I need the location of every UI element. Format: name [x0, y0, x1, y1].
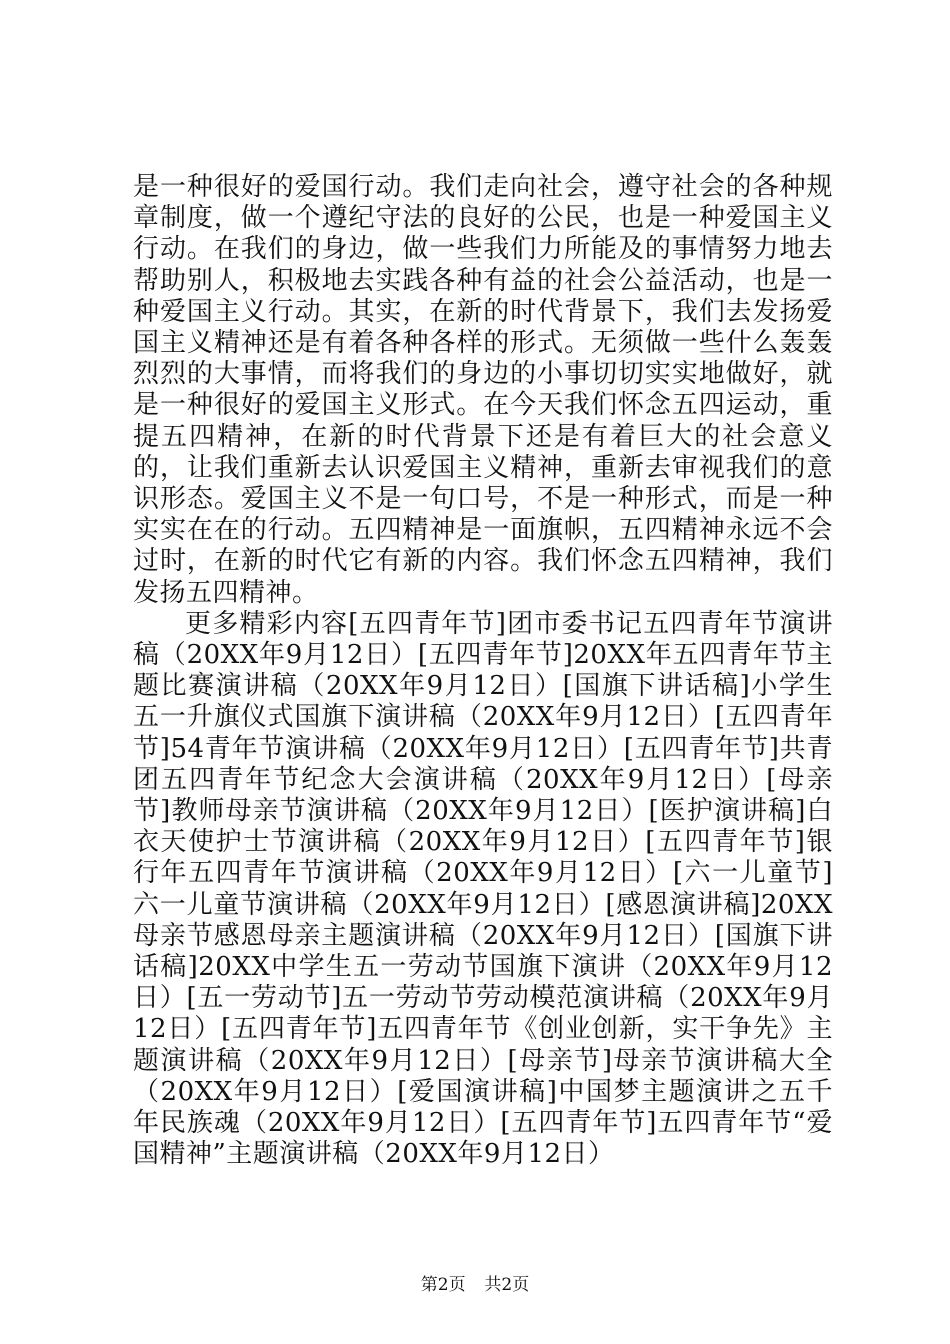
page-number-current: 第2页 — [420, 1275, 466, 1295]
paragraph-more-content-links: 更多精彩内容[五四青年节]团市委书记五四青年节演讲稿（20XX年9月12日）[五四青年节]20XX年五四青年节主题比赛演讲稿（20XX年9月12日）[国旗下讲话稿]小学生五一升旗仪式国旗下演讲稿（20XX年9月12日）[五四青年节]54青年节演讲稿（20XX年9月12日）[五四青年节]共青团五四青年节纪念大会演讲稿（20XX年9月12日）[母亲节]教师母亲节演讲稿（20XX年9月12日）[医护演讲稿]白衣天使护士节演讲稿（20XX年9月12日）[五四青年节]银行年五四青年节演讲稿（20XX年9月12日）[六一儿童节]六一儿童节演讲稿（20XX年9月12日）[感恩演讲稿]20XX母亲节感恩母亲主题演讲稿（20XX年9月12日）[国旗下讲话稿]20XX中学生五一劳动节国旗下演讲（20XX年9月12日）[五一劳动节]五一劳动节劳动模范演讲稿（20XX年9月12日）[五四青年节]五四青年节《创业创新，实干争先》主题演讲稿（20XX年9月12日）[母亲节]母亲节演讲稿大全（20XX年9月12日）[爱国演讲稿]中国梦主题演讲之五千年民族魂（20XX年9月12日）[五四青年节]五四青年节“爱国精神”主题演讲稿（20XX年9月12日） — [133, 608, 833, 1170]
document-body — [133, 172, 833, 1171]
paragraph-patriotism-conclusion: 是一种很好的爱国行动。我们走向社会，遵守社会的各种规章制度，做一个遵纪守法的良好的公民，也是一种爱国主义行动。在我们的身边，做一些我们力所能及的事情努力地去帮助别人，积极地去实践各种有益的社会公益活动，也是一种爱国主义行动。其实，在新的时代背景下，我们去发扬爱国主义精神还是有着各种各样的形式。无须做一些什么轰轰烈烈的大事情，而将我们的身边的小事切切实实地做好，就是一种很好的爱国主义形式。在今天我们怀念五四运动，重提五四精神，在新的时代背景下还是有着巨大的社会意义的，让我们重新去认识爱国主义精神，重新去审视我们的意识形态。爱国主义不是一句口号，不是一种形式，而是一种实实在在的行动。五四精神是一面旗帜，五四精神永远不会过时，在新的时代它有新的内容。我们怀念五四精神，我们发扬五四精神。 — [133, 172, 833, 608]
page-number-total: 共2页 — [484, 1275, 530, 1295]
page-footer — [0, 1270, 950, 1295]
